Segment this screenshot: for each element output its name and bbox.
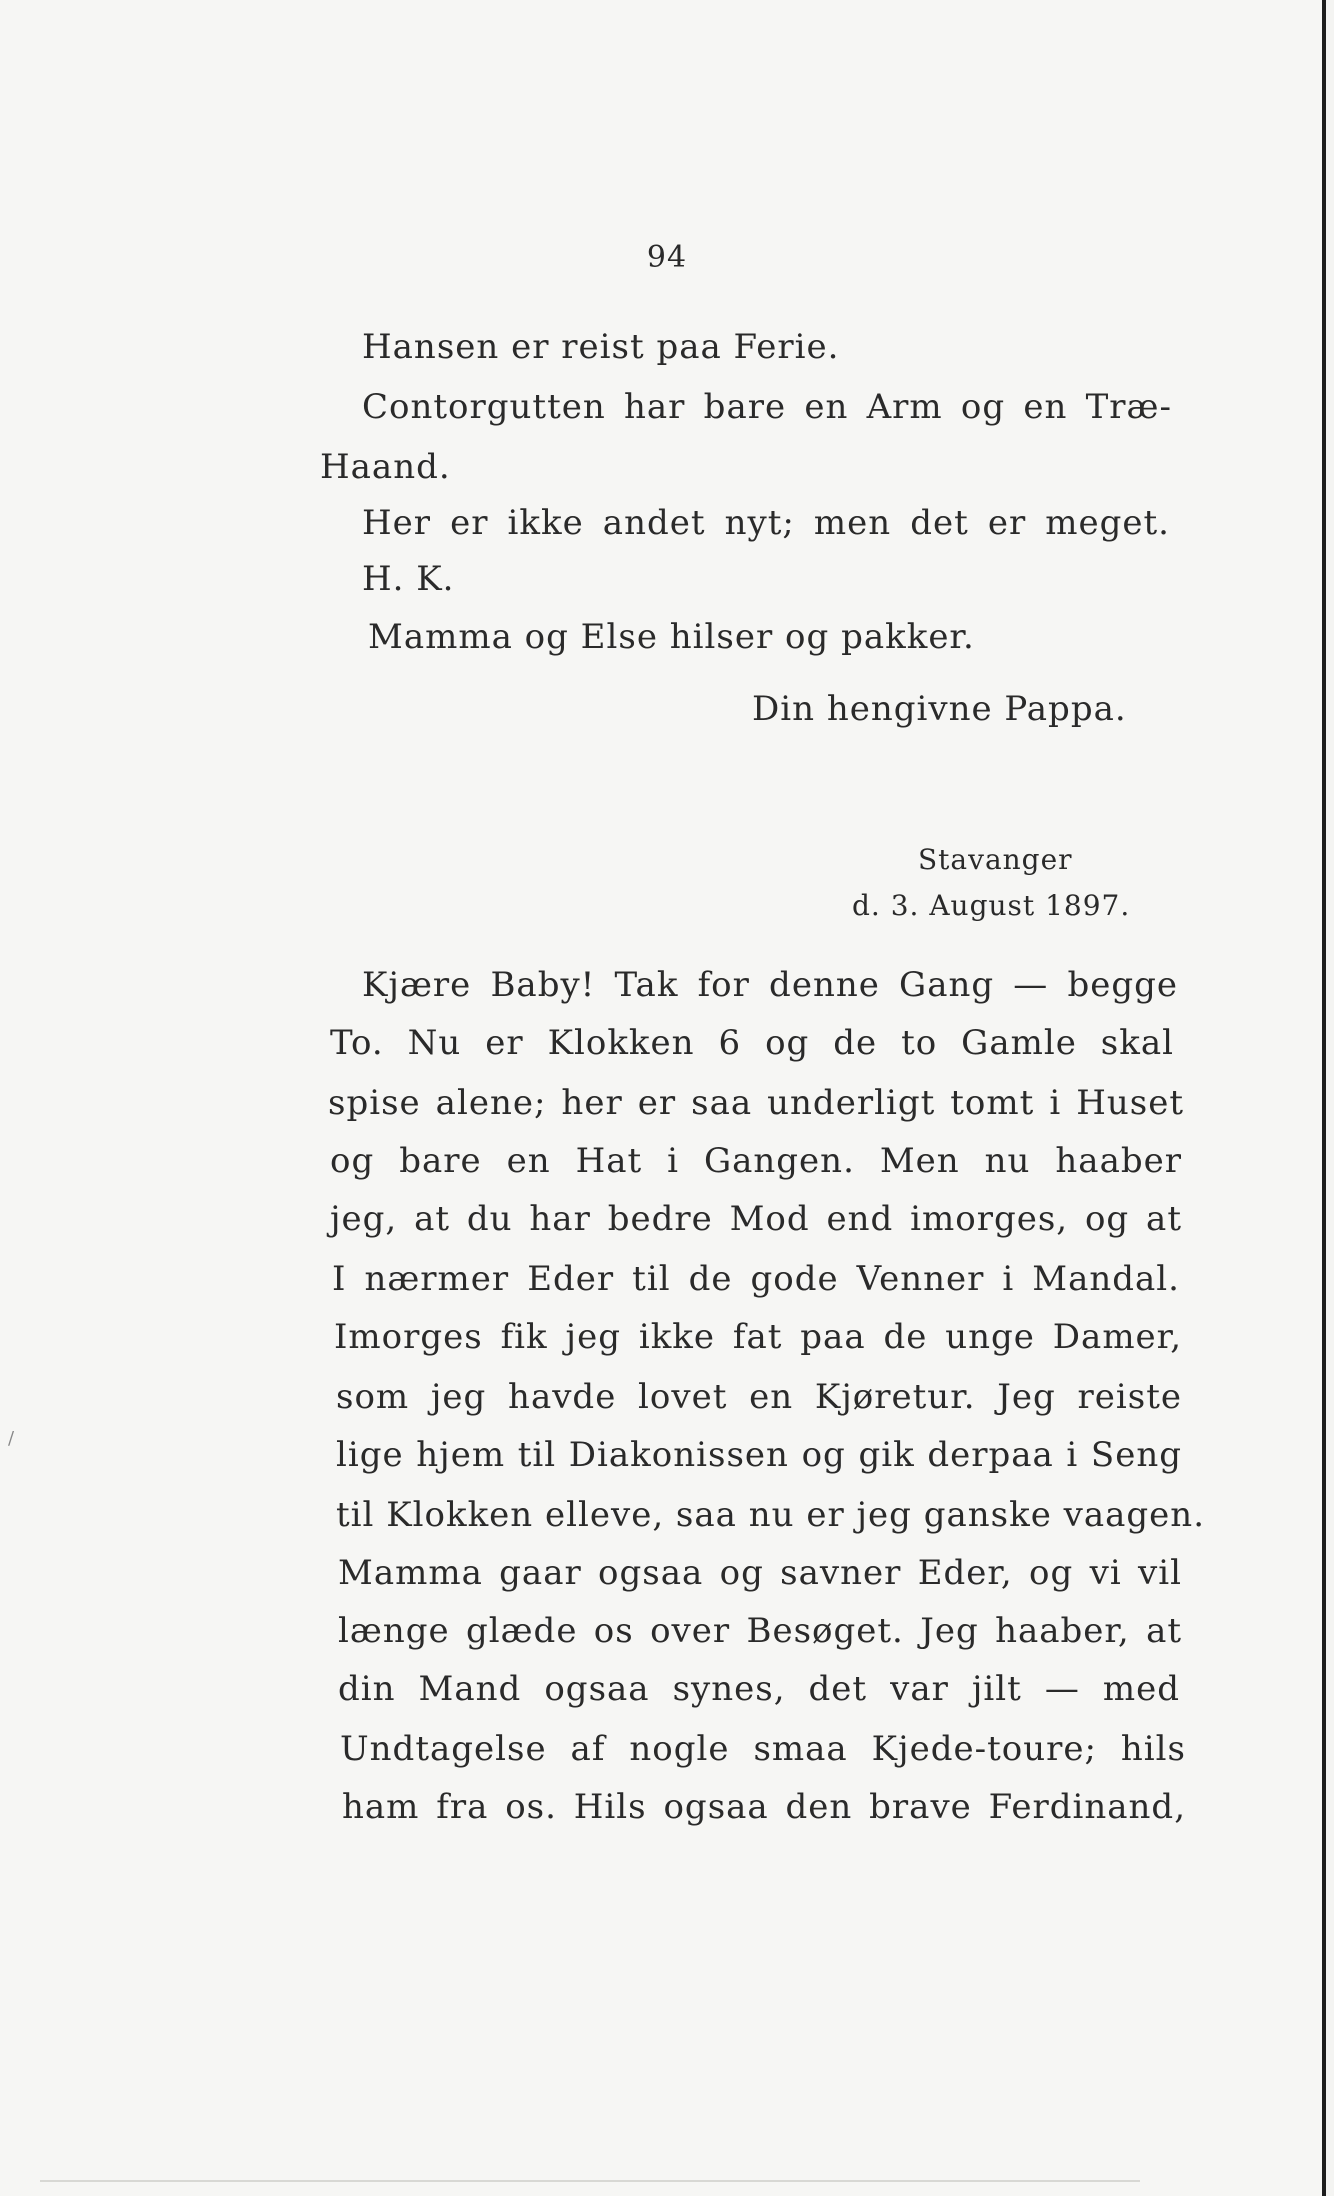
page-edge — [40, 2180, 1140, 2182]
text-line: Contorgutten har bare en Arm og en Træ- — [362, 387, 1172, 427]
text-line: Her er ikke andet nyt; men det er meget. — [362, 503, 1170, 543]
text-line: Haand. — [320, 447, 451, 487]
letter-line: jeg, at du har bedre Mod end imorges, og at — [330, 1199, 1182, 1239]
page-number: 94 — [646, 240, 688, 275]
letter-line: I nærmer Eder til de gode Venner i Mandal. — [332, 1259, 1180, 1299]
signature: Din hengivne Pappa. — [752, 689, 1127, 729]
letter-line: Imorges fik jeg ikke fat paa de unge Damer, — [334, 1317, 1182, 1357]
letter-line: spise alene; her er saa underligt tomt i Huset — [328, 1083, 1184, 1123]
date-heading: d. 3. August 1897. — [852, 889, 1131, 922]
letter-line: Mamma gaar ogsaa og savner Eder, og vi vil — [338, 1553, 1182, 1593]
letter-line: lige hjem til Diakonissen og gik derpaa i Seng — [336, 1435, 1182, 1475]
letter-line: Kjære Baby! Tak for denne Gang — begge — [362, 965, 1178, 1005]
text-line: Hansen er reist paa Ferie. — [362, 327, 840, 367]
letter-line: din Mand ogsaa synes, det var jilt — med — [338, 1669, 1180, 1709]
text-line: Mamma og Else hilser og pakker. — [368, 617, 975, 657]
letter-line: og bare en Hat i Gangen. Men nu haaber — [330, 1141, 1182, 1181]
margin-mark: / — [8, 1428, 15, 1449]
letter-line: Undtagelse af nogle smaa Kjede-toure; hils — [340, 1729, 1186, 1769]
letter-line: til Klokken elleve, saa nu er jeg ganske vaagen. — [336, 1495, 1205, 1535]
letter-line: længe glæde os over Besøget. Jeg haaber, at — [338, 1611, 1182, 1651]
letter-line: To. Nu er Klokken 6 og de to Gamle skal — [330, 1023, 1174, 1063]
text-line: H. K. — [362, 559, 455, 599]
letter-line: ham fra os. Hils ogsaa den brave Ferdinand, — [342, 1787, 1186, 1827]
place-heading: Stavanger — [918, 843, 1073, 876]
letter-line: som jeg havde lovet en Kjøretur. Jeg reiste — [336, 1377, 1182, 1417]
